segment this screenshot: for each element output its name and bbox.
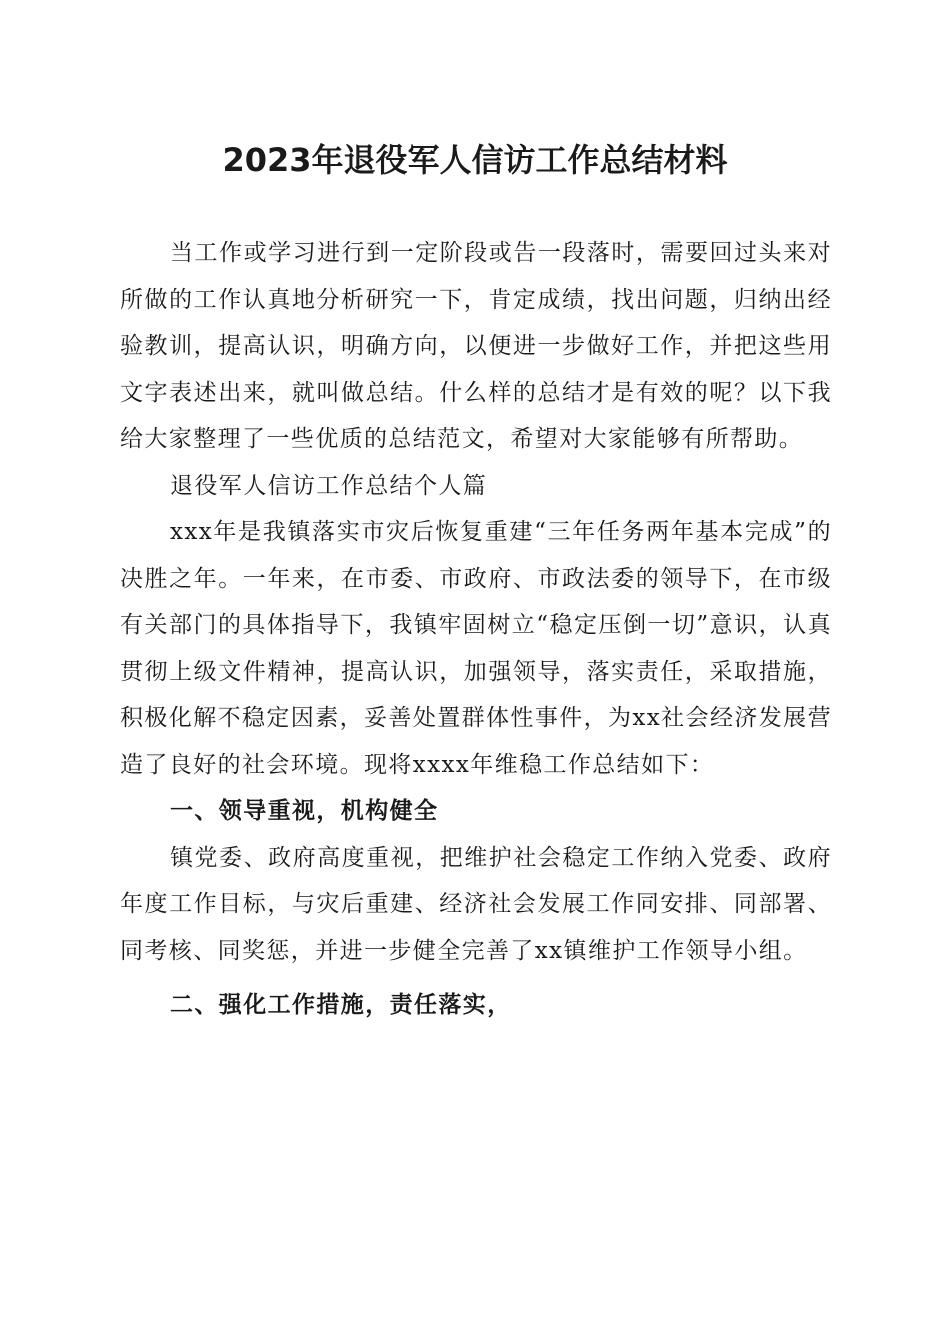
section-subtitle: 退役军人信访工作总结个人篇	[170, 472, 488, 499]
document-title: 2023年退役军人信访工作总结材料	[222, 141, 728, 179]
section-heading-2: 二、强化工作措施，责任落实，	[170, 992, 512, 1018]
intro-paragraph: 当工作或学习进行到一定阶段或告一段落时，需要回过头来对所做的工作认真地分析研究一下，肯定成绩，找出问题，归纳出经验教训，提高认识，明确方向，以便进一步做好工作，并把这些用文字表述出来，就叫做总结。什么样的总结才是有效的呢？以下我给大家整理了一些优质的总结范文，希望对大家能够有所帮助。	[120, 240, 832, 452]
document-body	[120, 230, 832, 1029]
section-heading-1: 一、领导重视，机构健全	[170, 798, 439, 824]
body-paragraph-2: 镇党委、政府高度重视，把维护社会稳定工作纳入党委、政府年度工作目标，与灾后重建、经济社会发展工作同安排、同部署、同考核、同奖惩，并进一步健全完善了xx镇维护工作领导小组。	[120, 844, 832, 964]
body-paragraph-1: xxx年是我镇落实市灾后恢复重建“三年任务两年基本完成”的决胜之年。一年来，在市委、市政府、市政法委的领导下，在市级有关部门的具体指导下，我镇牢固树立“稳定压倒一切”意识，认真贯彻上级文件精神，提高认识，加强领导，落实责任，采取措施，积极化解不稳定因素，妥善处置群体性事件，为xx社会经济发展营造了良好的社会环境。现将xxxx年维稳工作总结如下：	[120, 519, 832, 778]
